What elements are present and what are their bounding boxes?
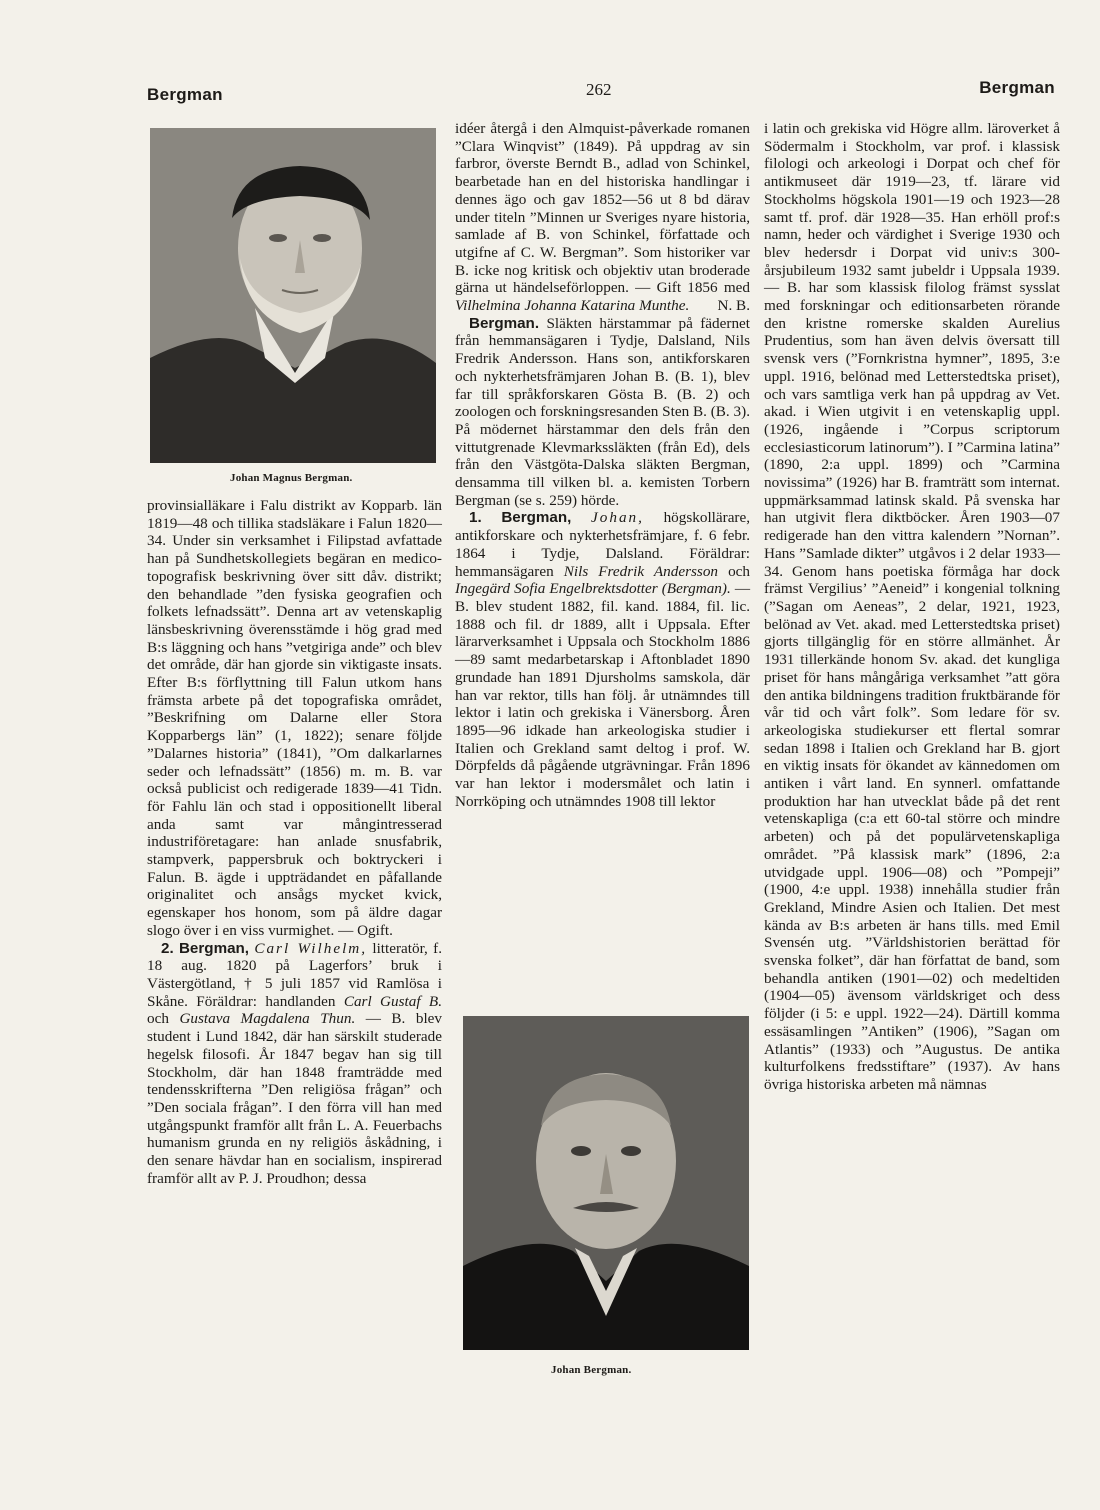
article-paragraph: provinsialläkare i Falu distrikt av Kopparb. län 1819—48 och tillika stadsläkare i Falun 1820—34. Under sin verksamhet i Filipstad avfattade han på Sundhetskollegiets begäran en medico-topografisk beskrivning över sitt dåv. distrikt; den behandlade ”den fysiska geografien och folkets lefnadssätt”. Denna art av vetenskaplig länsbeskrivning överensstämde i hög grad med B:s läggning och hans ”vetgiriga ande” och blev det område, där han gjorde sin viktigaste insats. Efter B:s förflyttning till Falun utkom hans främsta arbete på det topografiska området, ”Beskrifning om Dalarne eller Stora Kopparbergs län” (1, 1822); senare följde ”Dalarnes historia” (1841), ”Om dalkarlarnes seder och lefnadssätt” (1856) m. m. B. var också publicist och redigerade 1839—41 Tidn. för Fahlu län och stad i oppositionellt liberal anda samt var mångintresserad industriföretagare: han anlade snusfabrik, stampverk, pappersbruk och boktryckeri i Falun. B. ägde i uppträdandet en påfallande originalitet och ansågs mycket kvick, egenskaper hos honom, som på äldre dagar slogo över i en viss vurmighet. — Ogift.	[147, 497, 442, 939]
entry-surname: Bergman.	[469, 314, 540, 332]
article-entry-family: Bergman. Släkten härstammar på fädernet från hemmansägaren i Tydje, Dalsland, Nils Fredrik Andersson. Hans son, antikforskaren och nykterhetsfrämjaren Johan B. (B. 1), blev far till språkforskaren Gösta B. (B. 2) och zoologen och forskningsresanden Sten B. (B. 3). På mödernet härstammar den dels från den vittutgrenade Klevmarkssläkten (från Ed), dels från den Västgöta-Dalska släkten Bergman, densamma till vilken bl. a. kemisten Torbern Bergman (se s. 259) hörde.	[455, 314, 750, 509]
portrait-johan-bergman	[463, 1016, 749, 1350]
text-column-2	[455, 120, 750, 810]
entry-surname: Bergman,	[501, 509, 572, 527]
photo-caption-1: Johan Magnus Bergman.	[230, 472, 353, 484]
text-column-3	[764, 120, 1060, 1094]
portrait-johan-magnus-bergman	[150, 128, 436, 463]
page-number: 262	[586, 80, 612, 99]
article-paragraph: i latin och grekiska vid Högre allm. läroverket å Södermalm i Stockholm, var prof. i klassisk filologi och arkeologi i Dorpat och chef för antikmuseet där 1919—23, tf. lärare vid Stockholms högskola 1901—19 och 1923—28 samt tf. prof. där 1928—35. Han erhöll prof:s namn, heder och värdighet i Sverige 1930 och blev hedersdr i Dorpat vid univ:s 300-årsjubileum 1932 samt jubeldr i Uppsala 1939. — B. har som klassisk filolog främst sysslat med forskningar och editionsarbeten rörande den kristne romerske skalden Aurelius Prudentius, som han även delvis översatt till svensk vers (”Fornkristna hymner”, 1895, 3:e uppl. 1916, belönad med Letterstedtska priset), och vars samtliga verk han på uppdrag av Vet. akad. i Wien utgivit i en vetenskaplig uppl. (1926, ingående i ”Corpus scriptorum ecclesiasticorum latinorum”). I ”Carmina latina” (1890, 2:a uppl. 1899) och ”Carmina novissima” (1926) har B. framträtt som internat. uppmärksammad latinsk skald. På svenska har han utgivit flera diktböcker. Åren 1903—07 redigerade han den vittra kalendern ”Nornan”. Hans ”Samlade dikter” utgåvos i 2 delar 1933—34. Genom hans poetiska förmåga har dock främst Vergilius’ ”Aeneid” i kongenial tolkning (”Sagan om Aeneas”, 2 delar, 1921, 1923, belönad av Vet. akad. med Letterstedtska priset) gjorts tillgänglig för en större allmänhet. År 1931 tillerkände honom Sv. akad. det kungliga priset för hans mångåriga verksamhet ”att göra den antika bildningens tradition fruktbärande för vår tid och vårt folk”. Som ledare för sv. arkeologiska studiekurser ett flertal somrar sedan 1898 i Italien och Grekland har B. gjort en viktig insats för ökandet av kännedomen om antiken i vårt land. En synnerl. omfattande produktion har han utvecklat både på det rent vetenskapliga (c:a ett 60-tal större och mindre arbeten) och på det populärvetenskapliga området. ”På klassisk mark” (1896, 2:a utvidgade uppl. 1906—08) och ”Pompeji” (1900, 4:e uppl. 1938) innehålla studier från Grekland, Mindre Asien och Italien. Det mest kända av B:s arbeten är hans tills. med Emil Svensén utg. ”Världshistorien berättad för svenska folket”, där han författat de band, som behandla antiken (1901—02) och medeltiden (1904—05) ävensom världskriget och dess följder (i 5: e uppl. 1922—24). Därtill komma essäsamlingen ”Antiken” (1906), ”Sagan om Atlantis” (1933) och ”Augustus. De antika kulturfolkens fredsstiftare” (1937). Av hans övriga historiska arbeten må nämnas	[764, 120, 1060, 1093]
running-head-left: Bergman	[147, 85, 223, 104]
article-entry-johan: 1. Bergman, Johan, högskollärare, antikforskare och nykterhetsfrämjare, f. 6 febr. 1864 i Tydje, Dalsland. Föräldrar: hemmansägaren Nils Fredrik Andersson och Ingegärd Sofia Engelbrektsdotter (Bergman). — B. blev student 1882, fil. kand. 1884, fil. lic. 1888 och fil. dr 1889, allt i Uppsala. Efter lärarverksamhet i Uppsala och Stockholm 1886—89 samt medarbetarskap i Aftonbladet 1890 grundade han 1891 Djursholms samskola, där han var rektor, tills han följ. år utnämndes till lektor i latin och grekiska i Vänersborg. Åren 1895—96 idkade han arkeologiska studier i Italien och Grekland samt deltog i prof. W. Dörpfelds då pågående utgrävningar. Från 1896 var han lektor i modersmålet och latin i Norrköping och utnämndes 1908 till lektor	[455, 509, 751, 810]
article-entry-carl-wilhelm: 2. Bergman, Carl Wilhelm, litteratör, f. 18 aug. 1820 på Lagerfors’ bruk i Västergötland, † 5 juli 1857 vid Ramlösa i Skåne. Föräldrar: handlanden Carl Gustaf B. och Gustava Magdalena Thun. — B. blev student i Lund 1842, där han särskilt studerade hegelsk filosofi. År 1847 begav han sig till Stockholm, där han 1848 framträdde med tendensskrifterna ”Den religiösa frågan” och ”Den sociala frågan”. I den förra vill han med utgångspunkt framför allt från L. A. Feuerbachs humanism grunda en ny religiös åskådning, i den senare hävdar han en socialism, inspirerad framför allt av P. J. Proudhon; dessa	[147, 939, 443, 1187]
text-column-1	[147, 497, 442, 1187]
photo-caption-2: Johan Bergman.	[551, 1364, 632, 1376]
author-signature: N. B.	[717, 297, 750, 315]
article-paragraph: idéer återgå i den Almquist-påverkade romanen ”Clara Winqvist” (1849). På uppdrag av sin farbror, överste Berndt B., adlad von Schinkel, bearbetade han en del historiska handlingar i dennes ägo och gav 1852—56 ut 8 bd därav under titeln ”Minnen ur Sveriges nyare historia, samlade af B. von Schinkel, författade och utgifne af C. W. Bergman”. Som historiker var B. icke nog kritisk och objektiv utan broderade gärna ut händelseförloppen. — Gift 1856 med Vilhelmina Johanna Katarina Munthe. N. B.	[455, 120, 750, 315]
entry-given-name: Carl Wilhelm,	[254, 939, 368, 957]
running-head-right: Bergman	[979, 78, 1055, 97]
entry-surname: Bergman,	[178, 939, 250, 957]
entry-given-name: Johan,	[591, 509, 644, 527]
